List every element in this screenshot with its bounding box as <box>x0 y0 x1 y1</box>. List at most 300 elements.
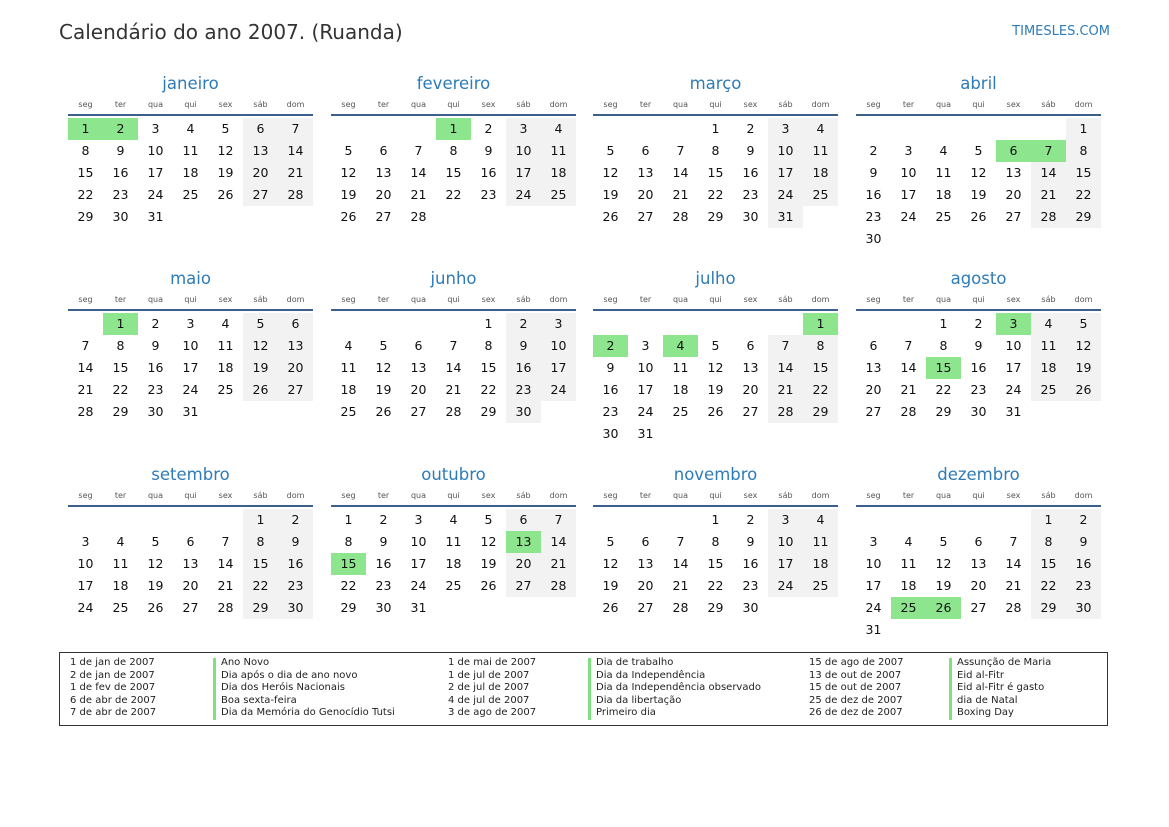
weekday-label: sex <box>218 295 233 304</box>
day-cell: 24 <box>77 600 94 615</box>
legend-holiday-name: Ano Novo <box>221 657 270 668</box>
weekday-label: dom <box>549 100 568 109</box>
day-cell: 22 <box>243 575 278 597</box>
day-grid <box>593 509 838 619</box>
day-cell: 8 <box>81 143 90 158</box>
legend-holiday-name: Dia da Independência <box>596 669 706 681</box>
day-cell: 30 <box>112 209 129 224</box>
empty-cell <box>628 118 663 140</box>
day-grid <box>593 118 838 228</box>
day-cell: 4 <box>186 121 195 136</box>
weekday-label: dom <box>811 491 830 500</box>
day-grid <box>331 509 576 619</box>
empty-cell <box>926 619 961 641</box>
day-cell: 23 <box>970 382 987 397</box>
weekday-label: ter <box>902 491 915 500</box>
empty-cell <box>856 313 891 335</box>
day-cell: 29 <box>340 600 357 615</box>
day-cell: 9 <box>1066 531 1101 553</box>
day-cell: 6 <box>641 534 650 549</box>
weekday-header <box>856 96 1101 116</box>
empty-cell <box>803 423 838 445</box>
day-cell: 9 <box>278 531 313 553</box>
day-cell: 28 <box>278 184 313 206</box>
day-cell: 22 <box>707 187 724 202</box>
month-name: julho <box>695 269 736 288</box>
weekday-label: sex <box>743 491 758 500</box>
empty-cell <box>436 313 471 335</box>
day-cell: 7 <box>81 338 90 353</box>
legend-date: 2 de jul de 2007 <box>448 682 530 694</box>
day-cell: 9 <box>484 143 493 158</box>
day-cell: 6 <box>278 313 313 335</box>
legend-dates-column <box>448 657 536 720</box>
day-cell: 29 <box>707 600 724 615</box>
day-cell: 4 <box>116 534 125 549</box>
empty-cell <box>803 597 838 619</box>
weekday-label: qui <box>184 100 197 109</box>
day-cell: 22 <box>112 382 129 397</box>
empty-cell <box>996 619 1031 641</box>
day-cell: 2 <box>746 121 755 136</box>
weekday-label: sex <box>218 491 233 500</box>
weekday-label: sex <box>1006 100 1021 109</box>
month-name: dezembro <box>937 465 1020 484</box>
day-cell: 7 <box>221 534 230 549</box>
empty-cell <box>961 228 996 250</box>
weekday-label: ter <box>902 295 915 304</box>
month-outubro <box>331 463 576 619</box>
day-cell: 22 <box>1031 575 1066 597</box>
day-cell: 6 <box>869 338 878 353</box>
day-cell: 28 <box>77 404 94 419</box>
empty-cell <box>593 118 628 140</box>
day-cell: 8 <box>243 531 278 553</box>
day-cell: 20 <box>637 187 654 202</box>
weekday-label: seg <box>341 491 356 500</box>
day-cell: 23 <box>112 187 129 202</box>
empty-cell <box>891 313 926 335</box>
day-cell: 30 <box>1066 597 1101 619</box>
month-novembro <box>593 463 838 619</box>
weekday-label: ter <box>902 100 915 109</box>
day-cell: 15 <box>112 360 129 375</box>
weekday-label: dom <box>286 295 305 304</box>
day-cell: 9 <box>974 338 983 353</box>
day-cell: 14 <box>900 360 917 375</box>
day-cell: 21 <box>672 187 689 202</box>
day-cell: 13 <box>182 556 199 571</box>
day-cell: 19 <box>243 357 278 379</box>
empty-cell <box>1066 619 1101 641</box>
empty-cell <box>401 313 436 335</box>
day-cell: 5 <box>151 534 160 549</box>
day-cell: 3 <box>151 121 160 136</box>
weekday-label: qua <box>147 295 164 304</box>
month-name: outubro <box>421 465 486 484</box>
month-name: setembro <box>151 465 230 484</box>
legend-date: 15 de ago de 2007 <box>809 657 904 668</box>
day-grid <box>68 509 313 619</box>
day-cell: 3 <box>541 313 576 335</box>
day-cell: 10 <box>768 140 803 162</box>
day-cell: 11 <box>112 556 129 571</box>
day-cell: 24 <box>637 404 654 419</box>
empty-cell <box>366 118 401 140</box>
day-cell: 21 <box>900 382 917 397</box>
empty-cell <box>891 228 926 250</box>
day-cell: 19 <box>602 578 619 593</box>
day-grid <box>856 509 1101 641</box>
day-cell: 21 <box>77 382 94 397</box>
month-name: abril <box>960 74 997 93</box>
day-cell: 26 <box>602 209 619 224</box>
weekday-label: qui <box>972 295 985 304</box>
weekday-label: sáb <box>516 295 531 304</box>
day-cell: 1 <box>711 512 720 527</box>
day-cell: 29 <box>803 401 838 423</box>
day-cell: 31 <box>637 426 654 441</box>
day-cell: 24 <box>147 187 164 202</box>
day-cell: 11 <box>445 534 462 549</box>
day-cell: 9 <box>746 534 755 549</box>
weekday-label: sex <box>218 100 233 109</box>
day-cell: 31 <box>865 622 882 637</box>
legend-holiday-name: Eid al-Fitr é gasto <box>957 682 1045 694</box>
weekday-label: sáb <box>1041 491 1056 500</box>
day-cell: 2 <box>379 512 388 527</box>
day-cell: 19 <box>1066 357 1101 379</box>
day-cell: 27 <box>375 209 392 224</box>
day-cell: 29 <box>243 597 278 619</box>
weekday-label: qua <box>672 100 689 109</box>
day-cell: 15 <box>707 556 724 571</box>
empty-cell <box>68 509 103 531</box>
day-cell: 27 <box>637 600 654 615</box>
empty-cell <box>926 118 961 140</box>
weekday-label: sex <box>481 295 496 304</box>
day-cell: 8 <box>939 338 948 353</box>
day-cell: 18 <box>217 360 234 375</box>
month-março <box>593 72 838 228</box>
day-cell: 23 <box>742 578 759 593</box>
weekday-label: sáb <box>1041 295 1056 304</box>
weekday-label: qua <box>147 491 164 500</box>
month-name: junho <box>430 269 477 288</box>
day-cell: 15 <box>77 165 94 180</box>
day-cell: 24 <box>768 575 803 597</box>
weekday-label: dom <box>1074 295 1093 304</box>
legend-color-bar <box>213 658 216 720</box>
day-cell: 19 <box>147 578 164 593</box>
weekday-header <box>68 487 313 507</box>
weekday-label: sex <box>1006 491 1021 500</box>
day-cell: 25 <box>445 578 462 593</box>
empty-cell <box>891 118 926 140</box>
legend-date: 7 de abr de 2007 <box>70 707 157 719</box>
day-cell: 3 <box>768 118 803 140</box>
empty-cell <box>541 597 576 619</box>
day-cell: 14 <box>410 165 427 180</box>
day-cell: 17 <box>768 162 803 184</box>
day-cell: 9 <box>151 338 160 353</box>
legend-date: 25 de dez de 2007 <box>809 694 903 706</box>
day-cell: 23 <box>278 575 313 597</box>
day-cell: 6 <box>641 143 650 158</box>
empty-cell <box>541 401 576 423</box>
day-cell: 3 <box>506 118 541 140</box>
day-cell: 8 <box>1066 140 1101 162</box>
day-cell: 12 <box>935 556 952 571</box>
day-cell: 7 <box>278 118 313 140</box>
day-cell: 19 <box>375 382 392 397</box>
day-cell: 8 <box>711 143 720 158</box>
weekday-header <box>593 291 838 311</box>
weekday-label: seg <box>78 491 93 500</box>
day-cell: 27 <box>410 404 427 419</box>
day-cell: 28 <box>445 404 462 419</box>
weekday-label: seg <box>78 100 93 109</box>
day-cell: 10 <box>541 335 576 357</box>
day-cell: 1 <box>1031 509 1066 531</box>
empty-cell <box>768 597 803 619</box>
day-cell: 17 <box>768 553 803 575</box>
empty-cell <box>541 206 576 228</box>
legend-date: 6 de abr de 2007 <box>70 694 157 706</box>
weekday-label: qua <box>410 295 427 304</box>
weekday-label: ter <box>377 491 390 500</box>
day-cell: 6 <box>974 534 983 549</box>
weekday-label: qui <box>972 491 985 500</box>
day-cell: 15 <box>1066 162 1101 184</box>
day-cell: 25 <box>217 382 234 397</box>
day-cell: 20 <box>865 382 882 397</box>
day-cell: 26 <box>707 404 724 419</box>
empty-cell <box>366 313 401 335</box>
day-cell: 21 <box>278 162 313 184</box>
day-cell: 11 <box>340 360 357 375</box>
day-cell: 5 <box>1066 313 1101 335</box>
empty-cell <box>926 509 961 531</box>
weekday-label: sáb <box>253 491 268 500</box>
empty-cell <box>733 313 768 335</box>
empty-cell <box>68 313 103 335</box>
day-cell: 1 <box>344 512 353 527</box>
day-cell: 10 <box>1005 338 1022 353</box>
day-cell: 13 <box>278 335 313 357</box>
day-grid <box>68 313 313 423</box>
weekday-label: dom <box>1074 100 1093 109</box>
legend-holiday-name: Dia da libertação <box>596 694 682 706</box>
day-cell: 25 <box>112 600 129 615</box>
weekday-label: seg <box>866 295 881 304</box>
day-cell: 17 <box>865 578 882 593</box>
day-cell: 13 <box>1005 165 1022 180</box>
weekday-label: seg <box>866 491 881 500</box>
day-cell: 16 <box>375 556 392 571</box>
day-cell: 20 <box>243 162 278 184</box>
day-cell: 14 <box>445 360 462 375</box>
day-cell: 12 <box>602 165 619 180</box>
day-cell: 8 <box>1031 531 1066 553</box>
day-cell: 3 <box>414 512 423 527</box>
empty-cell <box>663 423 698 445</box>
weekday-label: qua <box>147 100 164 109</box>
day-cell: 29 <box>77 209 94 224</box>
empty-cell <box>891 509 926 531</box>
day-cell: 1 <box>939 316 948 331</box>
day-cell: 12 <box>602 556 619 571</box>
legend-dates-column <box>809 657 903 720</box>
day-cell: 16 <box>278 553 313 575</box>
day-cell: 17 <box>1005 360 1022 375</box>
legend-date: 15 de out de 2007 <box>809 682 902 694</box>
day-cell: 26 <box>480 578 497 593</box>
day-cell: 28 <box>1005 600 1022 615</box>
weekday-label: sex <box>743 295 758 304</box>
legend-color-bar <box>588 658 591 720</box>
empty-cell <box>663 118 698 140</box>
day-cell: 25 <box>803 575 838 597</box>
day-cell: 22 <box>445 187 462 202</box>
day-cell: 17 <box>410 556 427 571</box>
empty-cell <box>698 313 733 335</box>
day-cell: 3 <box>641 338 650 353</box>
day-cell: 18 <box>803 162 838 184</box>
weekday-header <box>593 96 838 116</box>
day-cell: 16 <box>112 165 129 180</box>
day-cell: 25 <box>541 184 576 206</box>
day-cell: 4 <box>803 118 838 140</box>
empty-cell <box>1031 118 1066 140</box>
day-cell: 21 <box>410 187 427 202</box>
weekday-header <box>856 487 1101 507</box>
day-cell: 1 <box>1066 118 1101 140</box>
day-cell: 23 <box>375 578 392 593</box>
day-cell: 31 <box>182 404 199 419</box>
empty-cell <box>173 509 208 531</box>
site-link[interactable]: TIMESLES.COM <box>1012 24 1110 39</box>
month-agosto <box>856 267 1101 423</box>
weekday-label: qua <box>672 491 689 500</box>
weekday-label: ter <box>639 100 652 109</box>
day-cell: 13 <box>637 556 654 571</box>
weekday-label: dom <box>549 295 568 304</box>
day-cell: 8 <box>116 338 125 353</box>
weekday-label: qua <box>935 491 952 500</box>
empty-cell <box>663 509 698 531</box>
empty-cell <box>1031 619 1066 641</box>
day-cell: 5 <box>974 143 983 158</box>
day-cell: 27 <box>742 404 759 419</box>
day-cell: 9 <box>506 335 541 357</box>
day-cell: 2 <box>869 143 878 158</box>
weekday-label: dom <box>286 100 305 109</box>
day-cell: 15 <box>480 360 497 375</box>
day-cell: 13 <box>410 360 427 375</box>
day-cell: 28 <box>900 404 917 419</box>
day-cell: 27 <box>1005 209 1022 224</box>
day-cell: 16 <box>602 382 619 397</box>
day-cell: 11 <box>182 143 199 158</box>
day-grid <box>856 118 1101 250</box>
day-cell: 22 <box>480 382 497 397</box>
day-cell: 5 <box>484 512 493 527</box>
day-cell: 19 <box>217 165 234 180</box>
day-cell: 15 <box>445 165 462 180</box>
day-cell: 27 <box>970 600 987 615</box>
day-cell: 24 <box>182 382 199 397</box>
day-cell: 25 <box>935 209 952 224</box>
day-cell: 5 <box>243 313 278 335</box>
day-cell: 4 <box>939 143 948 158</box>
empty-cell <box>698 423 733 445</box>
day-cell: 12 <box>480 534 497 549</box>
legend-holiday-name: Dia da Independência observado <box>596 682 761 694</box>
empty-cell <box>278 206 313 228</box>
day-cell: 10 <box>768 531 803 553</box>
day-cell: 26 <box>340 209 357 224</box>
empty-cell <box>593 509 628 531</box>
month-name: novembro <box>673 465 758 484</box>
day-cell: 21 <box>217 578 234 593</box>
day-cell: 2 <box>484 121 493 136</box>
day-cell: 28 <box>672 600 689 615</box>
day-cell: 25 <box>182 187 199 202</box>
day-cell: 10 <box>147 143 164 158</box>
day-cell: 21 <box>541 553 576 575</box>
holiday-legend <box>59 652 1108 726</box>
day-cell: 18 <box>112 578 129 593</box>
day-cell: 21 <box>672 578 689 593</box>
day-cell: 3 <box>186 316 195 331</box>
holiday-day-cell: 3 <box>996 313 1031 335</box>
weekday-label: ter <box>377 100 390 109</box>
empty-cell <box>891 619 926 641</box>
day-cell: 22 <box>935 382 952 397</box>
day-cell: 29 <box>707 209 724 224</box>
day-cell: 15 <box>1031 553 1066 575</box>
day-cell: 31 <box>147 209 164 224</box>
day-cell: 31 <box>768 206 803 228</box>
day-cell: 10 <box>900 165 917 180</box>
legend-holiday-name: Assunção de Maria <box>957 657 1052 668</box>
day-cell: 23 <box>865 209 882 224</box>
weekday-label: sáb <box>516 491 531 500</box>
day-cell: 6 <box>379 143 388 158</box>
day-cell: 24 <box>1005 382 1022 397</box>
empty-cell <box>1031 228 1066 250</box>
day-cell: 4 <box>541 118 576 140</box>
weekday-label: seg <box>341 295 356 304</box>
day-cell: 10 <box>410 534 427 549</box>
empty-cell <box>243 401 278 423</box>
day-cell: 20 <box>970 578 987 593</box>
day-cell: 9 <box>606 360 615 375</box>
day-cell: 2 <box>746 512 755 527</box>
weekday-header <box>856 291 1101 311</box>
holiday-day-cell: 2 <box>103 118 138 140</box>
day-cell: 12 <box>243 335 278 357</box>
weekday-label: ter <box>114 295 127 304</box>
month-janeiro <box>68 72 313 228</box>
day-cell: 16 <box>480 165 497 180</box>
weekday-label: seg <box>866 100 881 109</box>
weekday-label: dom <box>1074 491 1093 500</box>
holiday-day-cell: 1 <box>103 313 138 335</box>
day-cell: 11 <box>672 360 689 375</box>
day-cell: 11 <box>217 338 234 353</box>
